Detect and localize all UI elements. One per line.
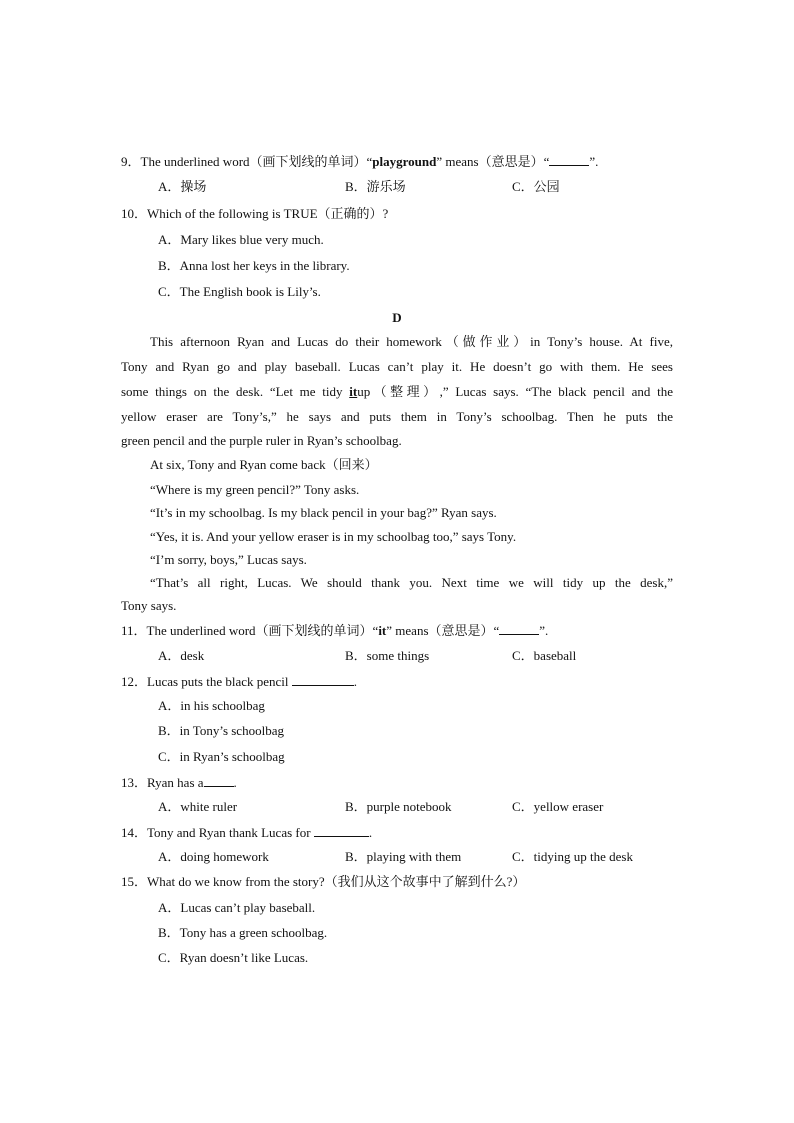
question-13-text: 13．Ryan has a bbox=[121, 775, 204, 790]
answer-blank[interactable] bbox=[549, 153, 589, 166]
passage-text: yellow eraser are Tony’s,” he says and puts them in Tony’s schoolbag. Then he puts the bbox=[121, 409, 673, 424]
question-14-end: . bbox=[368, 825, 373, 840]
question-9 bbox=[121, 153, 598, 170]
q12-option-c[interactable]: C．in Ryan’s schoolbag bbox=[158, 749, 285, 764]
q11-option-b[interactable]: B．some things bbox=[345, 648, 430, 663]
question-12 bbox=[121, 673, 357, 690]
passage-line bbox=[121, 384, 673, 400]
q11-option-c[interactable]: C．baseball bbox=[512, 648, 577, 663]
question-15: 15．What do we know from the story?（我们从这个故事中了解到什么?） bbox=[121, 874, 526, 889]
passage-line: At six, Tony and Ryan come back（回来） bbox=[150, 457, 378, 472]
answer-blank[interactable] bbox=[314, 824, 369, 837]
q15-option-c[interactable]: C．Ryan doesn’t like Lucas. bbox=[158, 950, 309, 965]
q9-option-b[interactable]: B．游乐场 bbox=[345, 179, 406, 194]
passage-text-part: some things on the desk. “Let me tidy bbox=[121, 384, 343, 399]
question-11-prefix: 11．The underlined word（画下划线的单词）“ bbox=[121, 623, 379, 638]
question-9-suffix: ” means（意思是）“ bbox=[436, 154, 550, 169]
q15-option-b[interactable]: B．Tony has a green schoolbag. bbox=[158, 925, 328, 940]
passage-text: “That’s all right, Lucas. We should thank you. Next time we will tidy up the desk,” bbox=[150, 575, 673, 590]
question-11-keyword: it bbox=[378, 623, 387, 638]
question-9-keyword: playground bbox=[372, 154, 437, 169]
passage-line bbox=[150, 334, 673, 350]
q13-option-a[interactable]: A．white ruler bbox=[158, 799, 238, 814]
q11-option-a[interactable]: A．desk bbox=[158, 648, 205, 663]
q10-option-a[interactable]: A．Mary likes blue very much. bbox=[158, 232, 324, 247]
question-11 bbox=[121, 622, 548, 639]
passage-text: This afternoon Ryan and Lucas do their homework（做作业）in Tony’s house. At five, bbox=[150, 334, 673, 349]
passage-line: “Where is my green pencil?” Tony asks. bbox=[150, 482, 360, 497]
passage-text bbox=[121, 384, 673, 400]
passage-line: Tony says. bbox=[121, 598, 177, 613]
question-13 bbox=[121, 774, 237, 791]
question-11-suffix: ” means（意思是）“ bbox=[386, 623, 500, 638]
q10-option-b[interactable]: B．Anna lost her keys in the library. bbox=[158, 258, 350, 273]
question-14-text: 14．Tony and Ryan thank Lucas for bbox=[121, 825, 311, 840]
passage-text-part: up（整理）,” Lucas says. “The black pencil and the bbox=[357, 384, 673, 399]
question-11-end: ”. bbox=[539, 623, 549, 638]
q12-option-a[interactable]: A．in his schoolbag bbox=[158, 698, 265, 713]
q14-option-b[interactable]: B．playing with them bbox=[345, 849, 462, 864]
question-13-end: . bbox=[233, 775, 237, 790]
question-14 bbox=[121, 824, 372, 841]
passage-line: “Yes, it is. And your yellow eraser is in my schoolbag too,” says Tony. bbox=[150, 529, 517, 544]
q12-option-b[interactable]: B．in Tony’s schoolbag bbox=[158, 723, 284, 738]
passage-line bbox=[121, 409, 673, 425]
question-10: 10．Which of the following is TRUE（正确的）? bbox=[121, 206, 389, 221]
q15-option-a[interactable]: A．Lucas can’t play baseball. bbox=[158, 900, 316, 915]
passage-line bbox=[121, 359, 673, 375]
answer-blank[interactable] bbox=[204, 774, 234, 787]
q13-option-b[interactable]: B．purple notebook bbox=[345, 799, 452, 814]
question-12-end: . bbox=[353, 674, 358, 689]
passage-line: “I’m sorry, boys,” Lucas says. bbox=[150, 552, 307, 567]
answer-blank[interactable] bbox=[499, 622, 539, 635]
q14-option-a[interactable]: A．doing homework bbox=[158, 849, 269, 864]
section-title: D bbox=[392, 310, 402, 325]
underlined-word: it bbox=[349, 384, 358, 399]
passage-line bbox=[150, 575, 673, 591]
question-12-text: 12．Lucas puts the black pencil bbox=[121, 674, 289, 689]
passage-line: “It’s in my schoolbag. Is my black pencil in your bag?” Ryan says. bbox=[150, 505, 497, 520]
q9-option-c[interactable]: C．公园 bbox=[512, 179, 560, 194]
q13-option-c[interactable]: C．yellow eraser bbox=[512, 799, 604, 814]
passage-text: Tony and Ryan go and play baseball. Lucas can’t play it. He doesn’t go with them. He sees bbox=[121, 359, 673, 374]
q9-option-a[interactable]: A．操场 bbox=[158, 179, 207, 194]
q14-option-c[interactable]: C．tidying up the desk bbox=[512, 849, 633, 864]
question-9-end: ”. bbox=[589, 154, 599, 169]
passage-line: green pencil and the purple ruler in Ryan’s schoolbag. bbox=[121, 433, 402, 448]
question-9-prefix: 9．The underlined word（画下划线的单词）“ bbox=[121, 154, 373, 169]
q10-option-c[interactable]: C．The English book is Lily’s. bbox=[158, 284, 321, 299]
answer-blank[interactable] bbox=[292, 673, 354, 686]
